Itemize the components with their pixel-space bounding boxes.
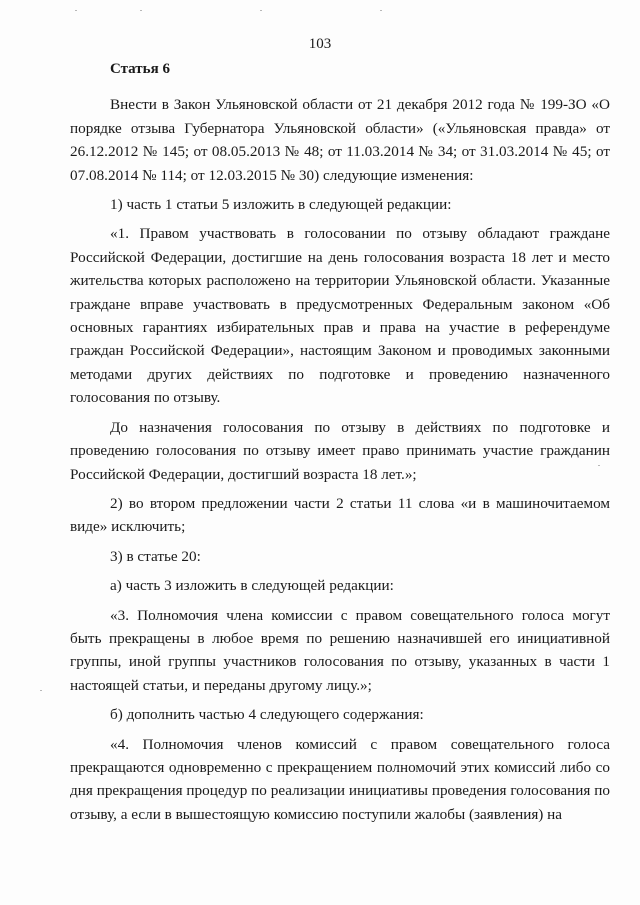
paragraph-item-1: 1) часть 1 статьи 5 изложить в следующей редакции: xyxy=(110,196,452,214)
scan-artifact xyxy=(75,10,77,11)
paragraph-item-3b: б) дополнить частью 4 следующего содержания: xyxy=(110,706,424,724)
paragraph-item-2: 2) во втором предложении части 2 статьи 11 слова «и в машиночитаемом виде» исключить; xyxy=(70,494,610,536)
scan-artifact xyxy=(380,10,382,11)
paragraph-intro: Внести в Закон Ульяновской области от 21 декабря 2012 года № 199-ЗО «О порядке отзыва Губернатора Ульяновской области» («Ульяновская правда» от 26.12.2012 № 145; от 08.05.2013 № 48; от 11.03.2014 № 34; от 31.03.2014 № 45; от 07.08.2014 № 114; от 12.03.2015 № 30) следующие изменения: xyxy=(70,96,610,184)
document-body xyxy=(70,58,610,826)
paragraph-quote-4: «4. Полномочия членов комиссий с правом совещательного голоса прекращаются одновременно с прекращением полномочий этих комиссий либо со дня прекращения процедур по реализации инициативы проведения голосования по отзыву, а если в вышестоящую комиссию поступили жалобы (заявления) на xyxy=(70,735,610,823)
paragraph-item-3: 3) в статье 20: xyxy=(110,547,201,565)
scan-artifact xyxy=(260,10,262,11)
scan-artifact xyxy=(140,10,142,11)
paragraph-quote-3: «3. Полномочия члена комиссии с правом совещательного голоса могут быть прекращены в любое время по решению назначившей его инициативной группы, иной группы участников голосования по отзыву, указанных в части 1 настоящей статьи, и переданы другому лицу.»; xyxy=(70,606,610,694)
paragraph-quote-1: «1. Правом участвовать в голосовании по отзыву обладают граждане Российской Федерации, достигшие на день голосования возраста 18 лет и место жительства которых расположено на территории Ульяновской области. Указанные граждане вправе участвовать в предусмотренных Федеральным законом «Об основных гарантиях избирательных прав и права на участие в референдуме граждан Российской Федерации», настоящим Законом и проводимых законными методами других действиях по подготовке и проведению назначенного голосования по отзыву. xyxy=(70,225,610,407)
article-heading: Статья 6 xyxy=(110,61,170,77)
scan-artifact xyxy=(40,690,42,691)
paragraph-quote-1-cont: До назначения голосования по отзыву в действиях по подготовке и проведению голосования по отзыву имеет право принимать участие гражданин Российской Федерации, достигший возраста 18 лет.»; xyxy=(70,418,610,483)
paragraph-item-3a: а) часть 3 изложить в следующей редакции: xyxy=(110,577,394,595)
page-number: 103 xyxy=(308,36,332,52)
